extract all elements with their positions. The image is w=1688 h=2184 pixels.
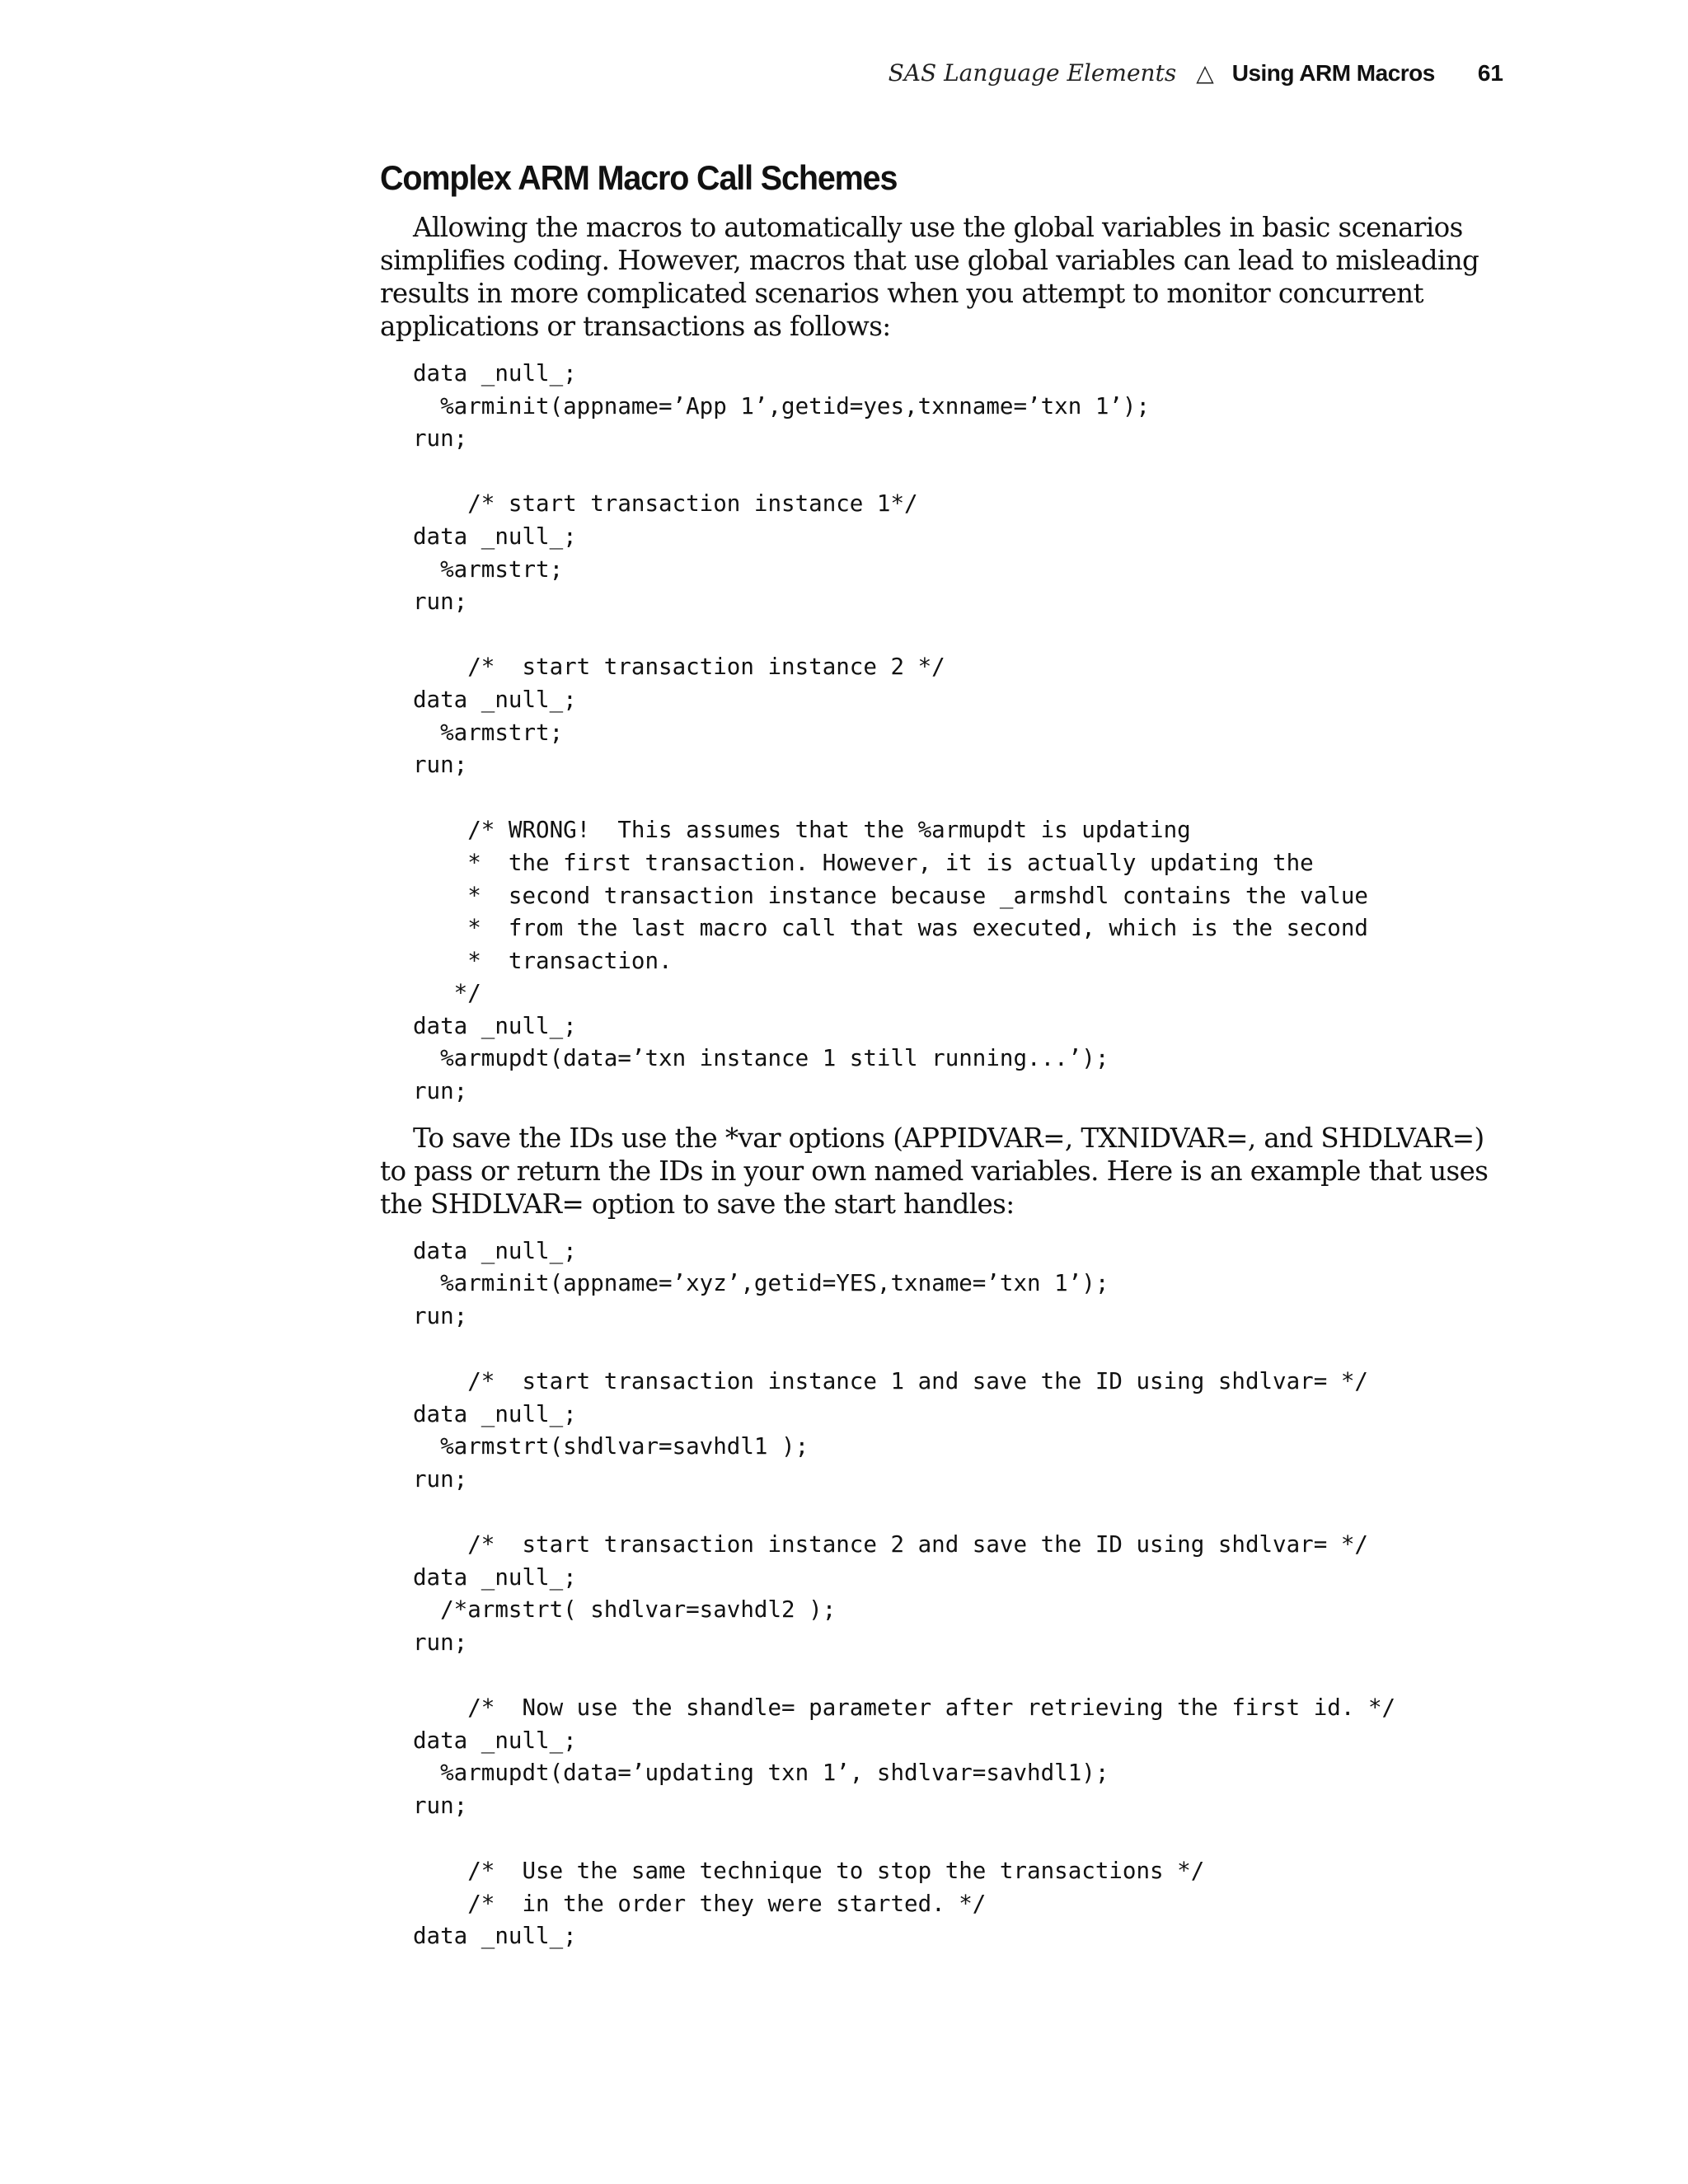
page-number: 61 [1477,60,1503,86]
code-example-wrong: data _null_; %arminit(appname=’App 1’,getid=yes,txnname=’txn 1’); run; /* start transaction instance 1*/ data _null_; %armstrt; run; /* start transaction instance 2 */ data _null_; %armstrt; run; /* WRONG! This assumes that the %armupdt is updating * the first transaction. However, it is actually updating the * second transaction instance because _armshdl contains the value * from the last macro call that was executed, which is the second * transaction. */ data _null_; %armupdt(data=’txn instance 1 still running...’); run; [413,360,1368,1105]
code-example-shdlvar: data _null_; %arminit(appname=’xyz’,getid=YES,txname=’txn 1’); run; /* start transaction instance 1 and save the ID using shdlvar= */ data _null_; %armstrt(shdlvar=savhdl1 ); run; /* start transaction instance 2 and save the ID using shdlvar= */ data _null_; /*armstrt( shdlvar=savhdl2 ); run; /* Now use the shandle= parameter after retrieving the first id. */ data _null_; %armupdt(data=’updating txn 1’, shdlvar=savhdl1); run; /* Use the same technique to stop the transactions */ /* in the order they were started. */ data _null_; [413,1237,1396,1950]
running-header [889,59,1503,92]
triangle-separator-icon: △ [1196,59,1214,87]
intro-paragraph: Allowing the macros to automatically use the global variables in basic scenarios simplifies coding. However, macros that use global variables can lead to misleading results in more complicated scenarios when you attempt to monitor concurrent applications or transactions as follows: [380,212,1479,342]
page-body [380,155,1513,1953]
book-title: SAS Language Elements [888,59,1177,87]
section-title: Using ARM Macros [1231,60,1435,86]
explanation-paragraph: To save the IDs use the *var options (APPIDVAR=, TXNIDVAR=, and SHDLVAR=) to pass or return the IDs in your own named variables. Here is an example that uses the SHDLVAR= option to save the start handles: [380,1122,1489,1220]
section-heading: Complex ARM Macro Call Schemes [380,158,898,197]
